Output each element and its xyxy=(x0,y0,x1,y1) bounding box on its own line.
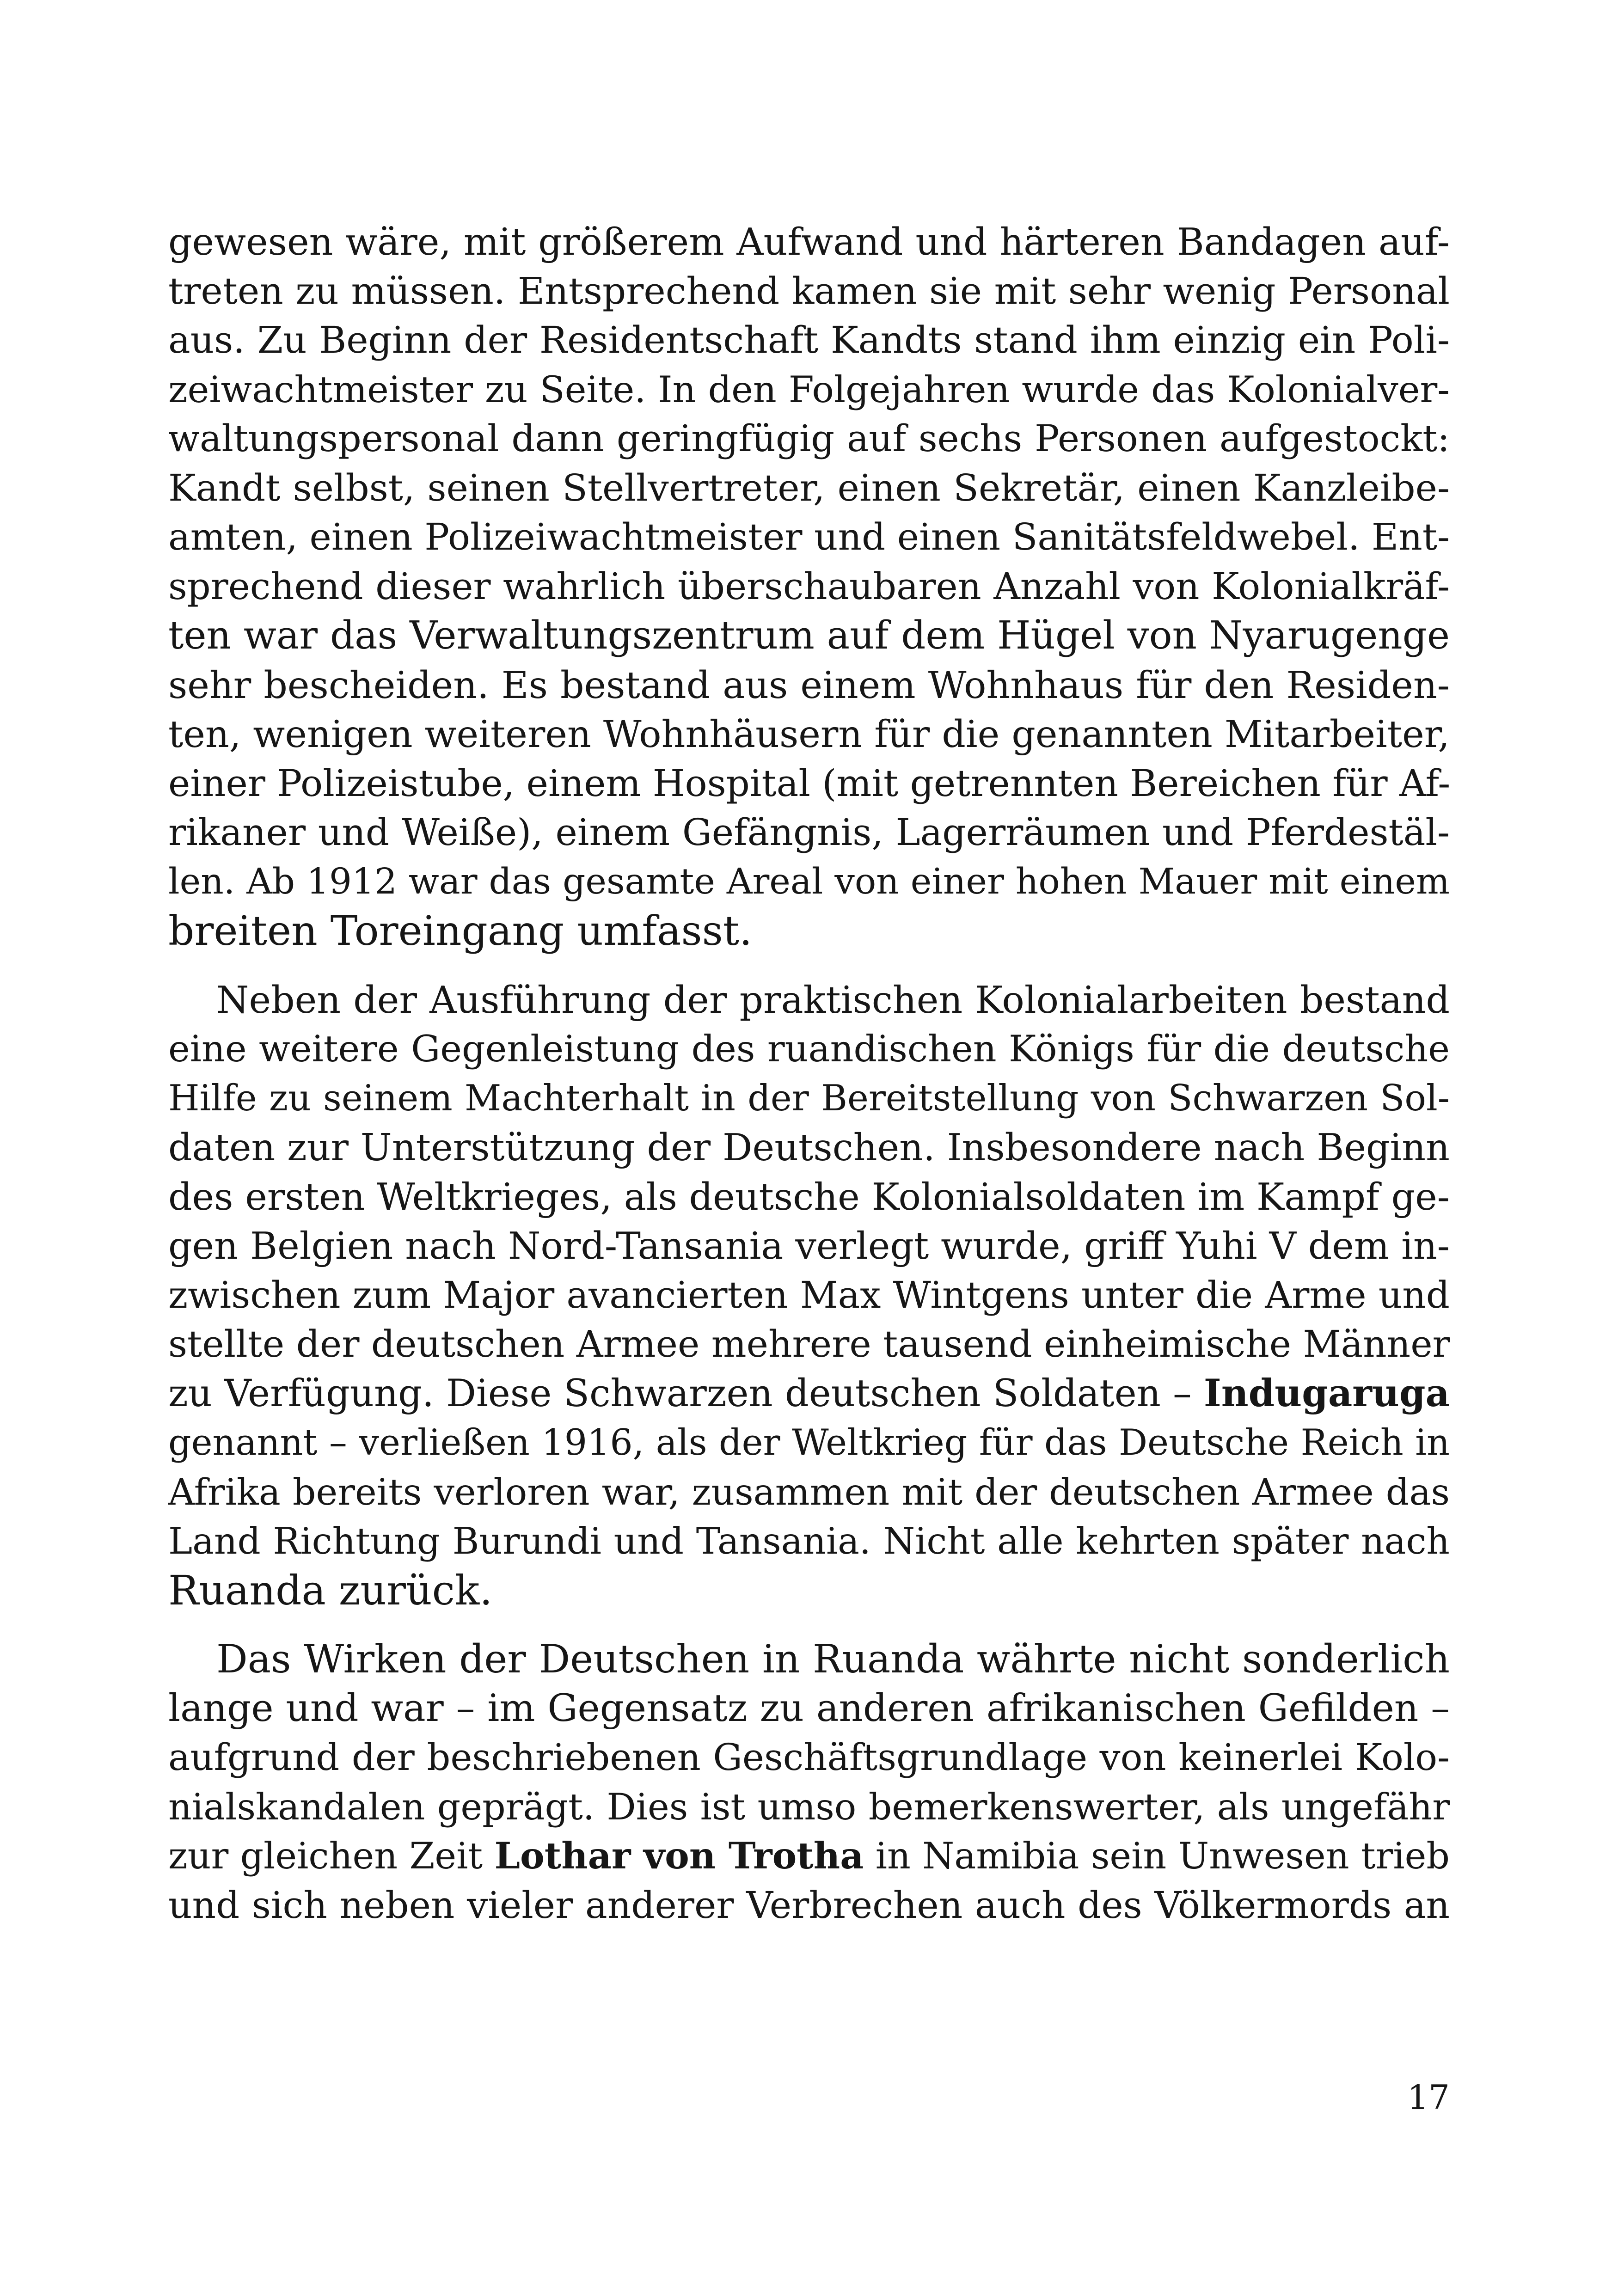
text-line: Afrika bereits verloren war, zusammen mit der deutschen Armee das xyxy=(168,1470,1450,1513)
text-line: zwischen zum Major avancierten Max Wintgens unter die Arme und xyxy=(168,1273,1450,1316)
text-line: breiten Toreingang umfasst. xyxy=(168,907,753,955)
text-line xyxy=(168,1831,1450,1881)
text-line: und sich neben vieler anderer Verbrechen auch des Völkermords an xyxy=(168,1883,1450,1927)
text-line xyxy=(168,1369,1450,1419)
text-line: Kandt selbst, seinen Stellvertreter, einen Sekretär, einen Kanzleibe- xyxy=(168,466,1450,509)
text-line: Neben der Ausführung der praktischen Kolonialarbeiten bestand xyxy=(216,978,1450,1022)
text-line: amten, einen Polizeiwachtmeister und einen Sanitätsfeldwebel. Ent- xyxy=(168,515,1450,558)
text-line: zeiwachtmeister zu Seite. In den Folgejahren wurde das Kolonialver- xyxy=(168,368,1450,411)
text-line: aufgrund der beschriebenen Geschäftsgrundlage von keinerlei Kolo- xyxy=(168,1736,1450,1779)
text-line: sehr bescheiden. Es bestand aus einem Wohnhaus für den Residen- xyxy=(168,663,1450,707)
line-text: zu Verfügung. Diese Schwarzen deutschen Soldaten – xyxy=(168,1371,1204,1415)
text-line: einer Polizeistube, einem Hospital (mit getrennten Bereichen für Af- xyxy=(168,761,1451,805)
text-line: lange und war – im Gegensatz zu anderen afrikanischen Gefilden – xyxy=(168,1686,1450,1730)
text-line: nialskandalen geprägt. Dies ist umso bemerkenswerter, als ungefähr xyxy=(168,1785,1450,1828)
bold-term-indugaruga: Indugaruga xyxy=(1203,1371,1450,1415)
text-line: daten zur Unterstützung der Deutschen. Insbesondere nach Beginn xyxy=(168,1126,1450,1169)
text-line: gen Belgien nach Nord-Tansania verlegt wurde, griff Yuhi V dem in- xyxy=(168,1224,1450,1267)
text-line: Ruanda zurück. xyxy=(168,1566,493,1614)
text-line: sprechend dieser wahrlich überschaubaren Anzahl von Kolonialkräf- xyxy=(168,564,1450,608)
text-line: aus. Zu Beginn der Residentschaft Kandts stand ihm einzig ein Poli- xyxy=(168,318,1450,361)
text-line: genannt – verließen 1916, als der Weltkrieg für das Deutsche Reich in xyxy=(168,1422,1450,1463)
paragraph-2 xyxy=(168,975,1450,1616)
line-text: in Namibia sein Unwesen trieb xyxy=(864,1835,1450,1877)
text-line: eine weitere Gegenleistung des ruandischen Königs für die deutsche xyxy=(168,1028,1450,1070)
text-line: Land Richtung Burundi und Tansania. Nicht alle kehrten später nach xyxy=(168,1520,1450,1562)
text-line: waltungspersonal dann geringfügig auf sechs Personen aufgestockt: xyxy=(168,417,1450,460)
line-text: zur gleichen Zeit xyxy=(168,1835,495,1877)
paragraph-1 xyxy=(168,217,1450,956)
text-line: rikaner und Weiße), einem Gefängnis, Lagerräumen und Pferdestäl- xyxy=(168,811,1450,854)
text-line: stellte der deutschen Armee mehrere tausend einheimische Männer xyxy=(168,1322,1450,1365)
text-line: ten, wenigen weiteren Wohnhäusern für die genannten Mitarbeiter, xyxy=(168,712,1450,756)
text-line: gewesen wäre, mit größerem Aufwand und härteren Bandagen auf- xyxy=(168,220,1450,263)
text-line: Hilfe zu seinem Machterhalt in der Bereitstellung von Schwarzen Sol- xyxy=(168,1077,1450,1119)
bold-term-lothar-von-trotha: Lothar von Trotha xyxy=(494,1834,864,1877)
paragraph-3 xyxy=(168,1635,1450,1930)
text-line: des ersten Weltkrieges, als deutsche Kolonialsoldaten im Kampf ge- xyxy=(168,1175,1450,1218)
text-line: treten zu müssen. Entsprechend kamen sie mit sehr wenig Personal xyxy=(168,269,1450,312)
text-line: ten war das Verwaltungszentrum auf dem Hügel von Nyarugenge xyxy=(168,613,1450,658)
body-text xyxy=(168,217,1450,1930)
text-line: len. Ab 1912 war das gesamte Areal von einer hohen Mauer mit einem xyxy=(168,861,1450,902)
page-number: 17 xyxy=(1407,2078,1450,2117)
text-line: Das Wirken der Deutschen in Ruanda währte nicht sonderlich xyxy=(216,1636,1450,1682)
